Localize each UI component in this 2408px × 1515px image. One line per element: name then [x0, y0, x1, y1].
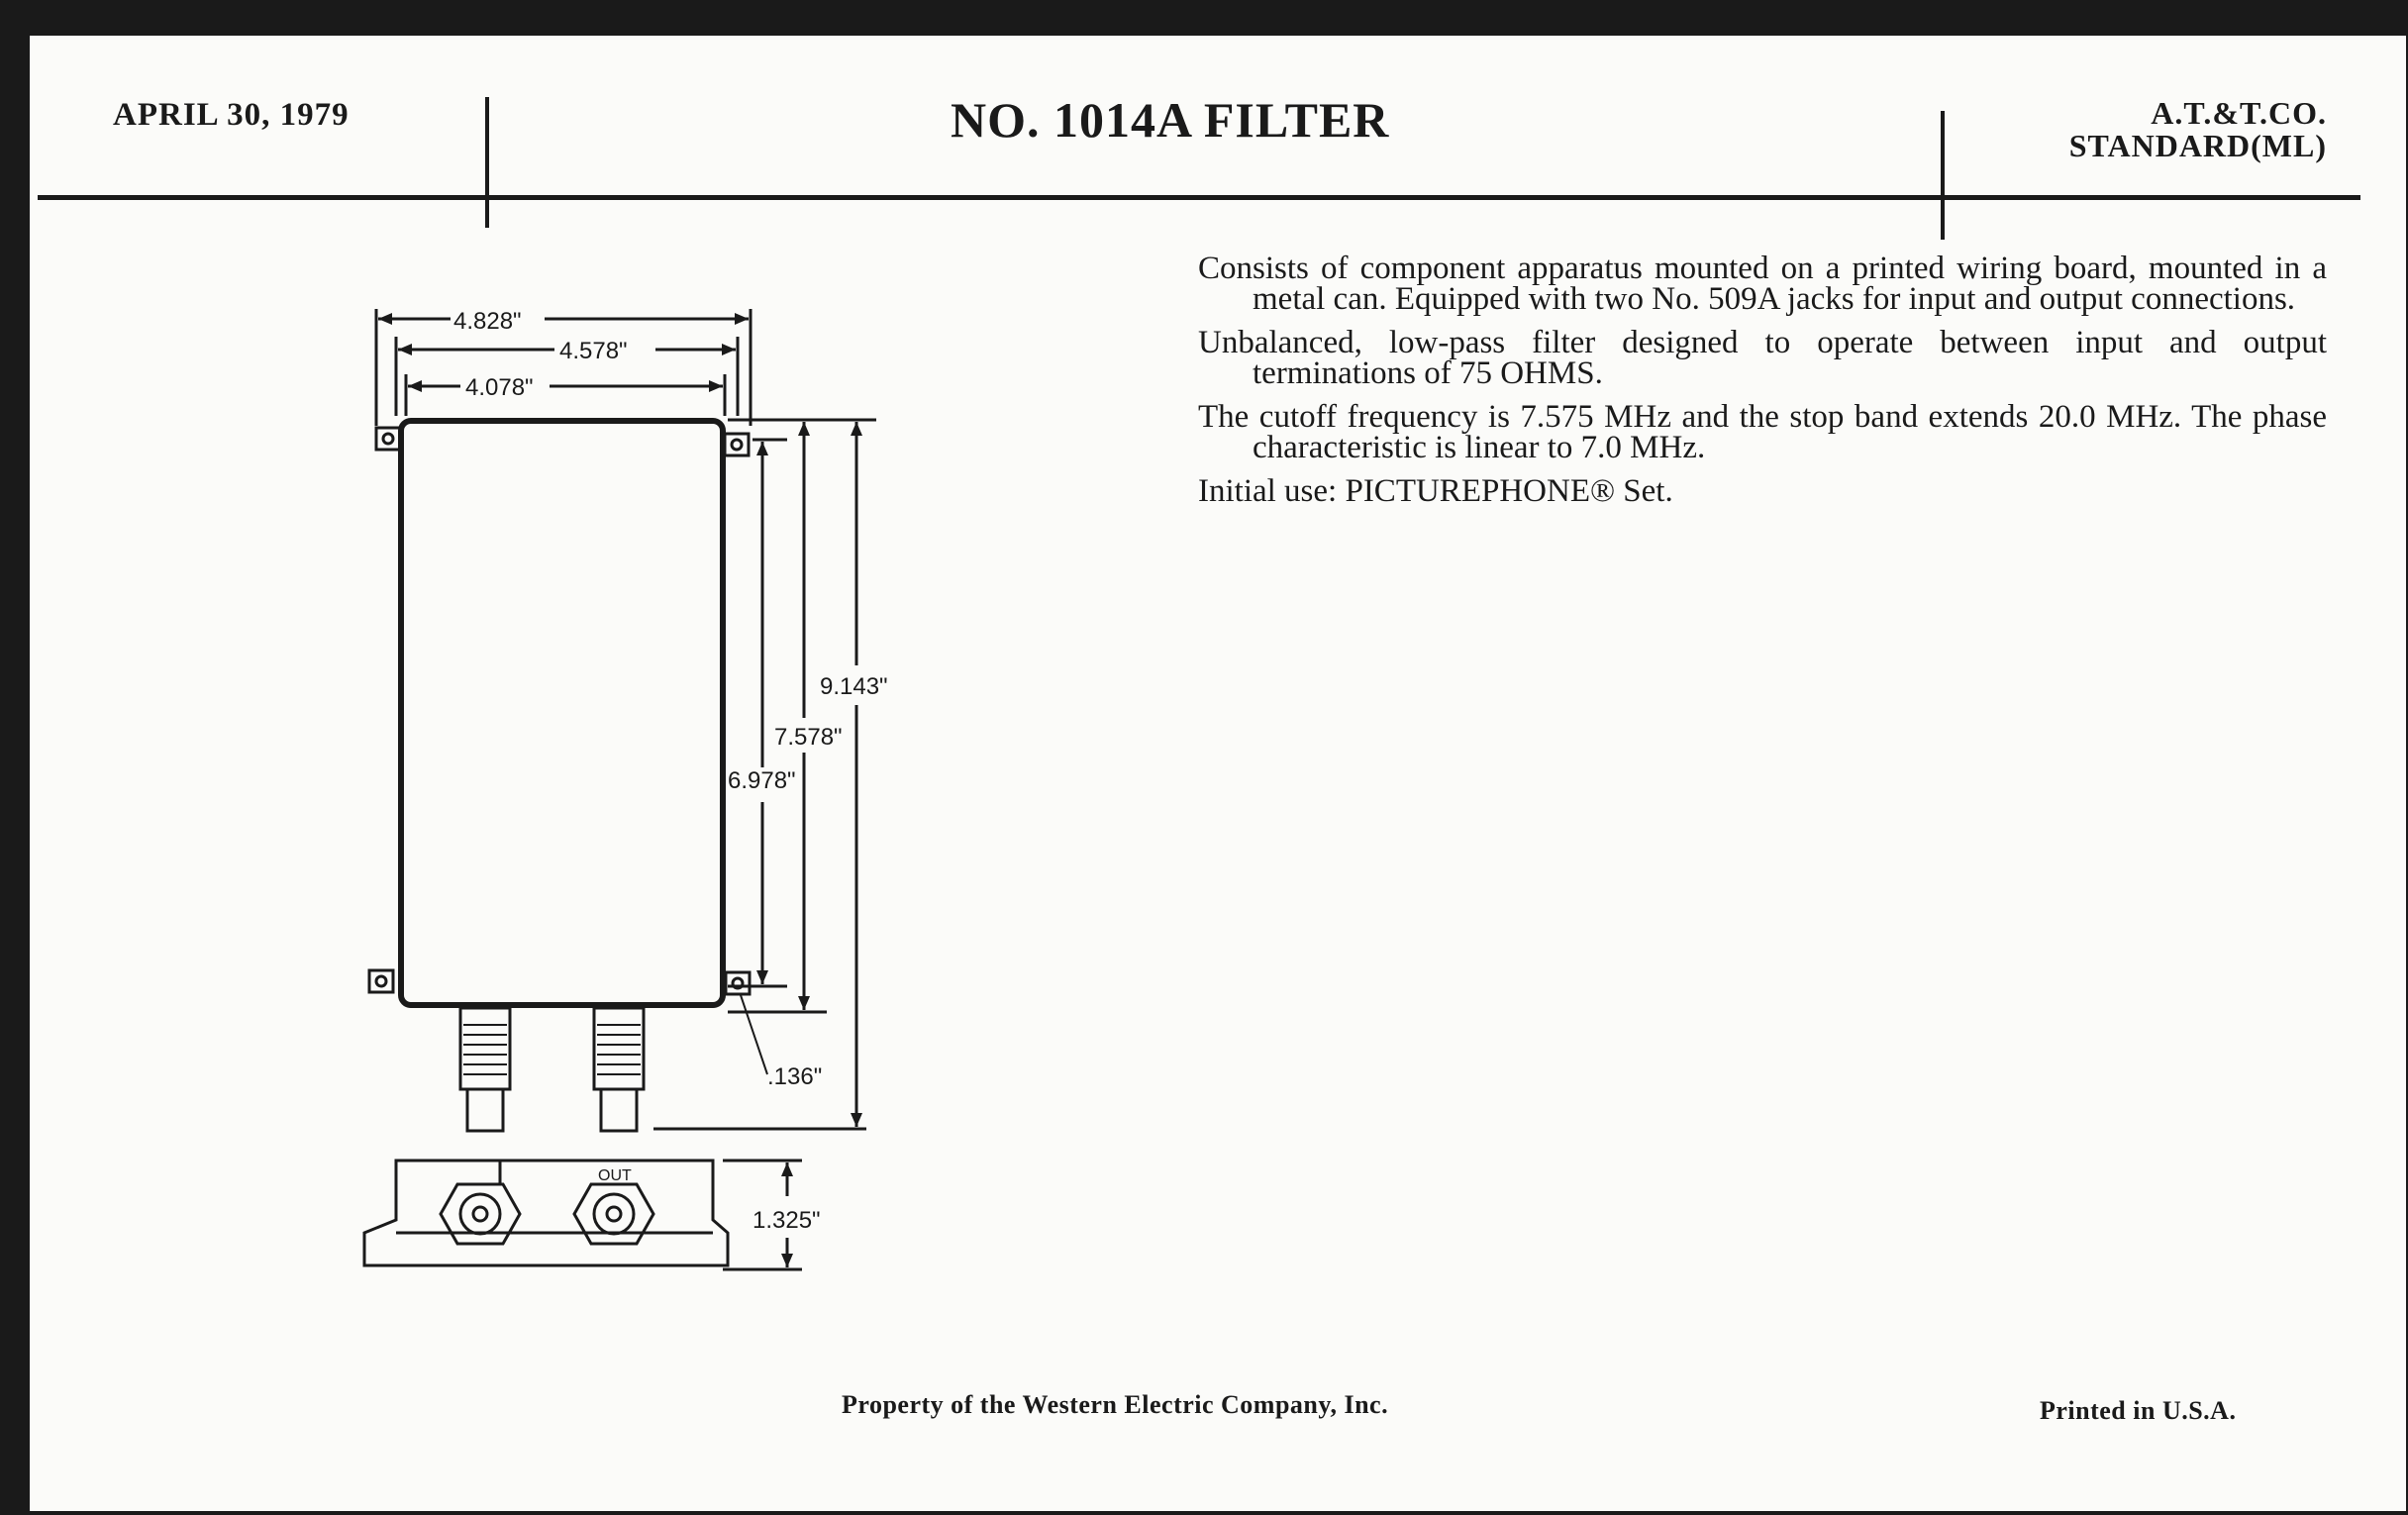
standard-line-2: STANDARD(ML)	[2068, 128, 2327, 163]
input-jack-face	[460, 1194, 500, 1234]
input-jack	[460, 1008, 510, 1089]
filter-body	[401, 421, 723, 1005]
page-title: NO. 1014A FILTER	[951, 92, 1390, 148]
mounting-hole	[376, 976, 386, 986]
footer-property: Property of the Western Electric Company, Inc.	[842, 1390, 1389, 1419]
mounting-tab	[376, 428, 400, 450]
dim-height-mounting: 7.578"	[774, 724, 843, 751]
description-paragraph: The cutoff frequency is 7.575 MHz and the stop band extends 20.0 MHz. The phase characteristic is linear to 7.0 MHz.	[1198, 399, 2327, 465]
mounting-tab	[725, 434, 749, 455]
footer-printed: Printed in U.S.A.	[2040, 1396, 2237, 1425]
output-jack-center	[607, 1207, 621, 1221]
dim-width-mounting: 4.578"	[559, 338, 628, 364]
dim-depth: 1.325"	[752, 1207, 821, 1234]
jack-label: OUT	[598, 1167, 632, 1184]
standard-line-1: A.T.&T.CO.	[2151, 95, 2327, 131]
output-jack	[594, 1008, 644, 1089]
description-paragraph: Initial use: PICTUREPHONE® Set.	[1198, 473, 1673, 509]
end-view-housing	[364, 1161, 728, 1265]
input-jack-center	[473, 1207, 487, 1221]
description-paragraph: Consists of component apparatus mounted on a printed wiring board, mounted in a metal can. Equipped with two No. 509A jacks for input and output connections.	[1198, 251, 2327, 317]
mounting-tab	[369, 970, 393, 992]
header-date: APRIL 30, 1979	[113, 97, 350, 133]
output-jack-face	[594, 1194, 634, 1234]
leader-line	[741, 995, 767, 1074]
description-paragraph: Unbalanced, low-pass filter designed to operate between input and output terminations of 75 OHMS.	[1198, 325, 2327, 391]
dim-height-body: 6.978"	[728, 767, 796, 794]
input-jack-tip	[467, 1089, 503, 1131]
mounting-hole	[732, 440, 742, 450]
dim-height-overall: 9.143"	[820, 673, 888, 700]
mounting-hole	[383, 434, 393, 444]
mounting-hole	[733, 978, 743, 988]
dim-hole: .136"	[767, 1063, 823, 1090]
dim-width-overall: 4.828"	[453, 308, 522, 335]
dim-width-body: 4.078"	[465, 374, 534, 401]
mounting-tab	[726, 972, 750, 994]
output-jack-tip	[601, 1089, 637, 1131]
